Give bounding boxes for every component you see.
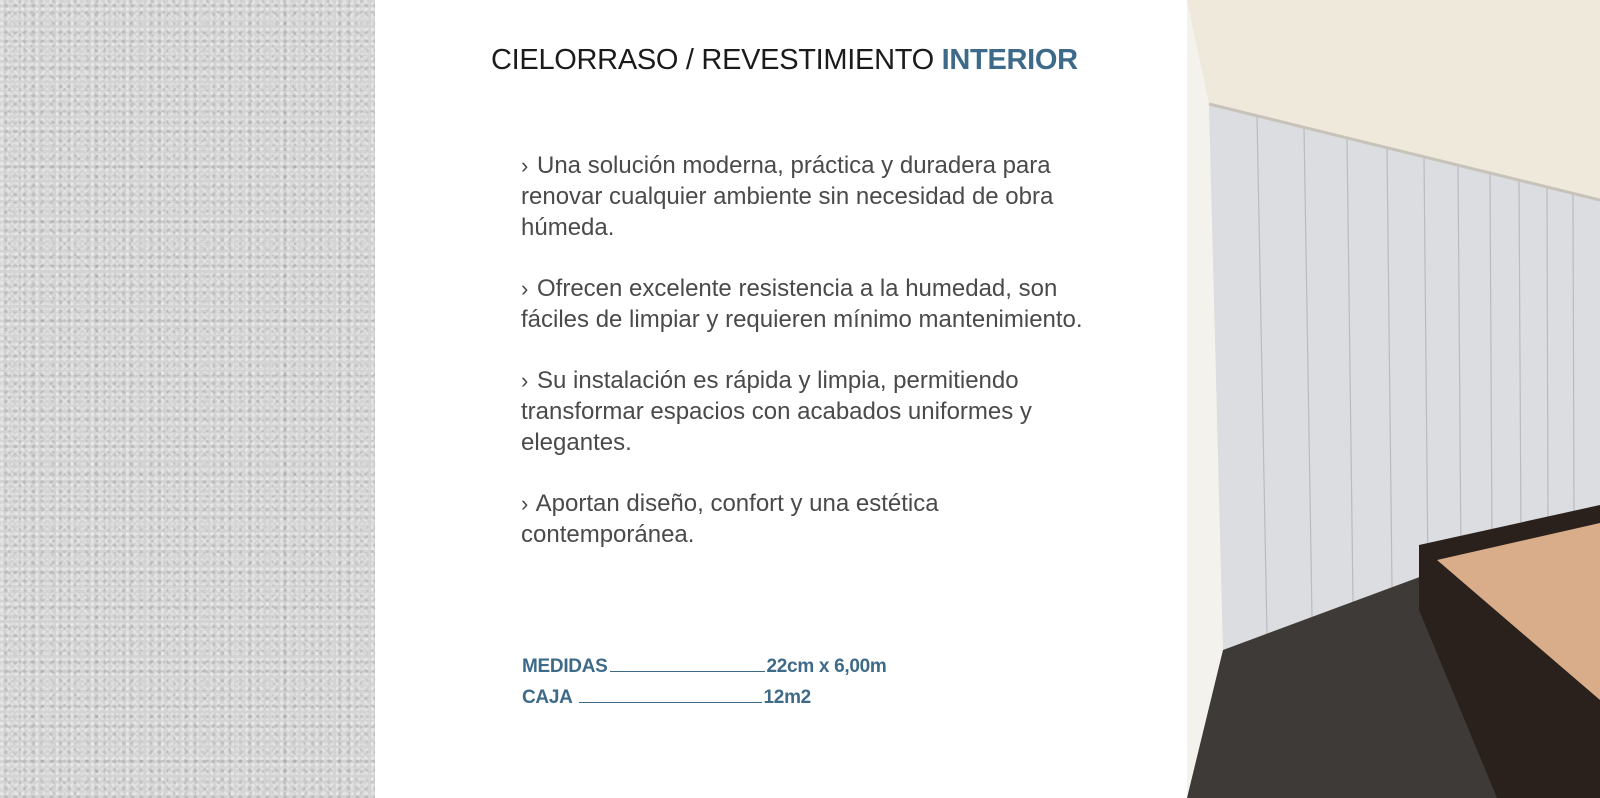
specs-table <box>522 656 887 718</box>
bullet-marker-icon: › <box>521 491 529 516</box>
title-accent: INTERIOR <box>941 44 1078 76</box>
bullet-marker-icon: › <box>521 276 529 301</box>
list-item-text: Una solución moderna, práctica y duradera para renovar cualquier ambiente sin necesidad de obra húmeda. <box>521 152 1054 241</box>
spec-leader-line <box>579 702 762 703</box>
spec-label-medidas: MEDIDAS <box>522 656 608 677</box>
spec-value-caja: 12m2 <box>763 687 811 708</box>
list-item <box>521 365 1101 458</box>
list-item-text: Su instalación es rápida y limpia, permitiendo transformar espacios con acabados uniformes y elegantes. <box>521 367 1032 456</box>
page-title <box>491 44 1078 77</box>
list-item-text: Aportan diseño, confort y una estética contemporánea. <box>521 490 939 548</box>
title-main: CIELORRASO / REVESTIMIENTO <box>491 44 942 76</box>
spec-leader-line <box>610 671 765 672</box>
room-illustration <box>1187 0 1600 798</box>
list-item <box>521 273 1101 335</box>
content-panel <box>375 0 1187 798</box>
bullet-marker-icon: › <box>521 368 529 393</box>
spec-label-caja: CAJA <box>522 687 573 708</box>
list-item-text: Ofrecen excelente resistencia a la humedad, son fáciles de limpiar y requieren mínimo mantenimiento. <box>521 275 1083 333</box>
list-item <box>521 150 1101 243</box>
feature-list <box>521 150 1101 580</box>
spec-row-medidas <box>522 656 887 687</box>
bullet-marker-icon: › <box>521 153 529 178</box>
spec-value-medidas: 22cm x 6,00m <box>766 656 887 677</box>
interior-room-photo <box>1187 0 1600 798</box>
list-item <box>521 488 1101 550</box>
stucco-texture-image <box>0 0 375 798</box>
spec-row-caja <box>522 687 887 718</box>
